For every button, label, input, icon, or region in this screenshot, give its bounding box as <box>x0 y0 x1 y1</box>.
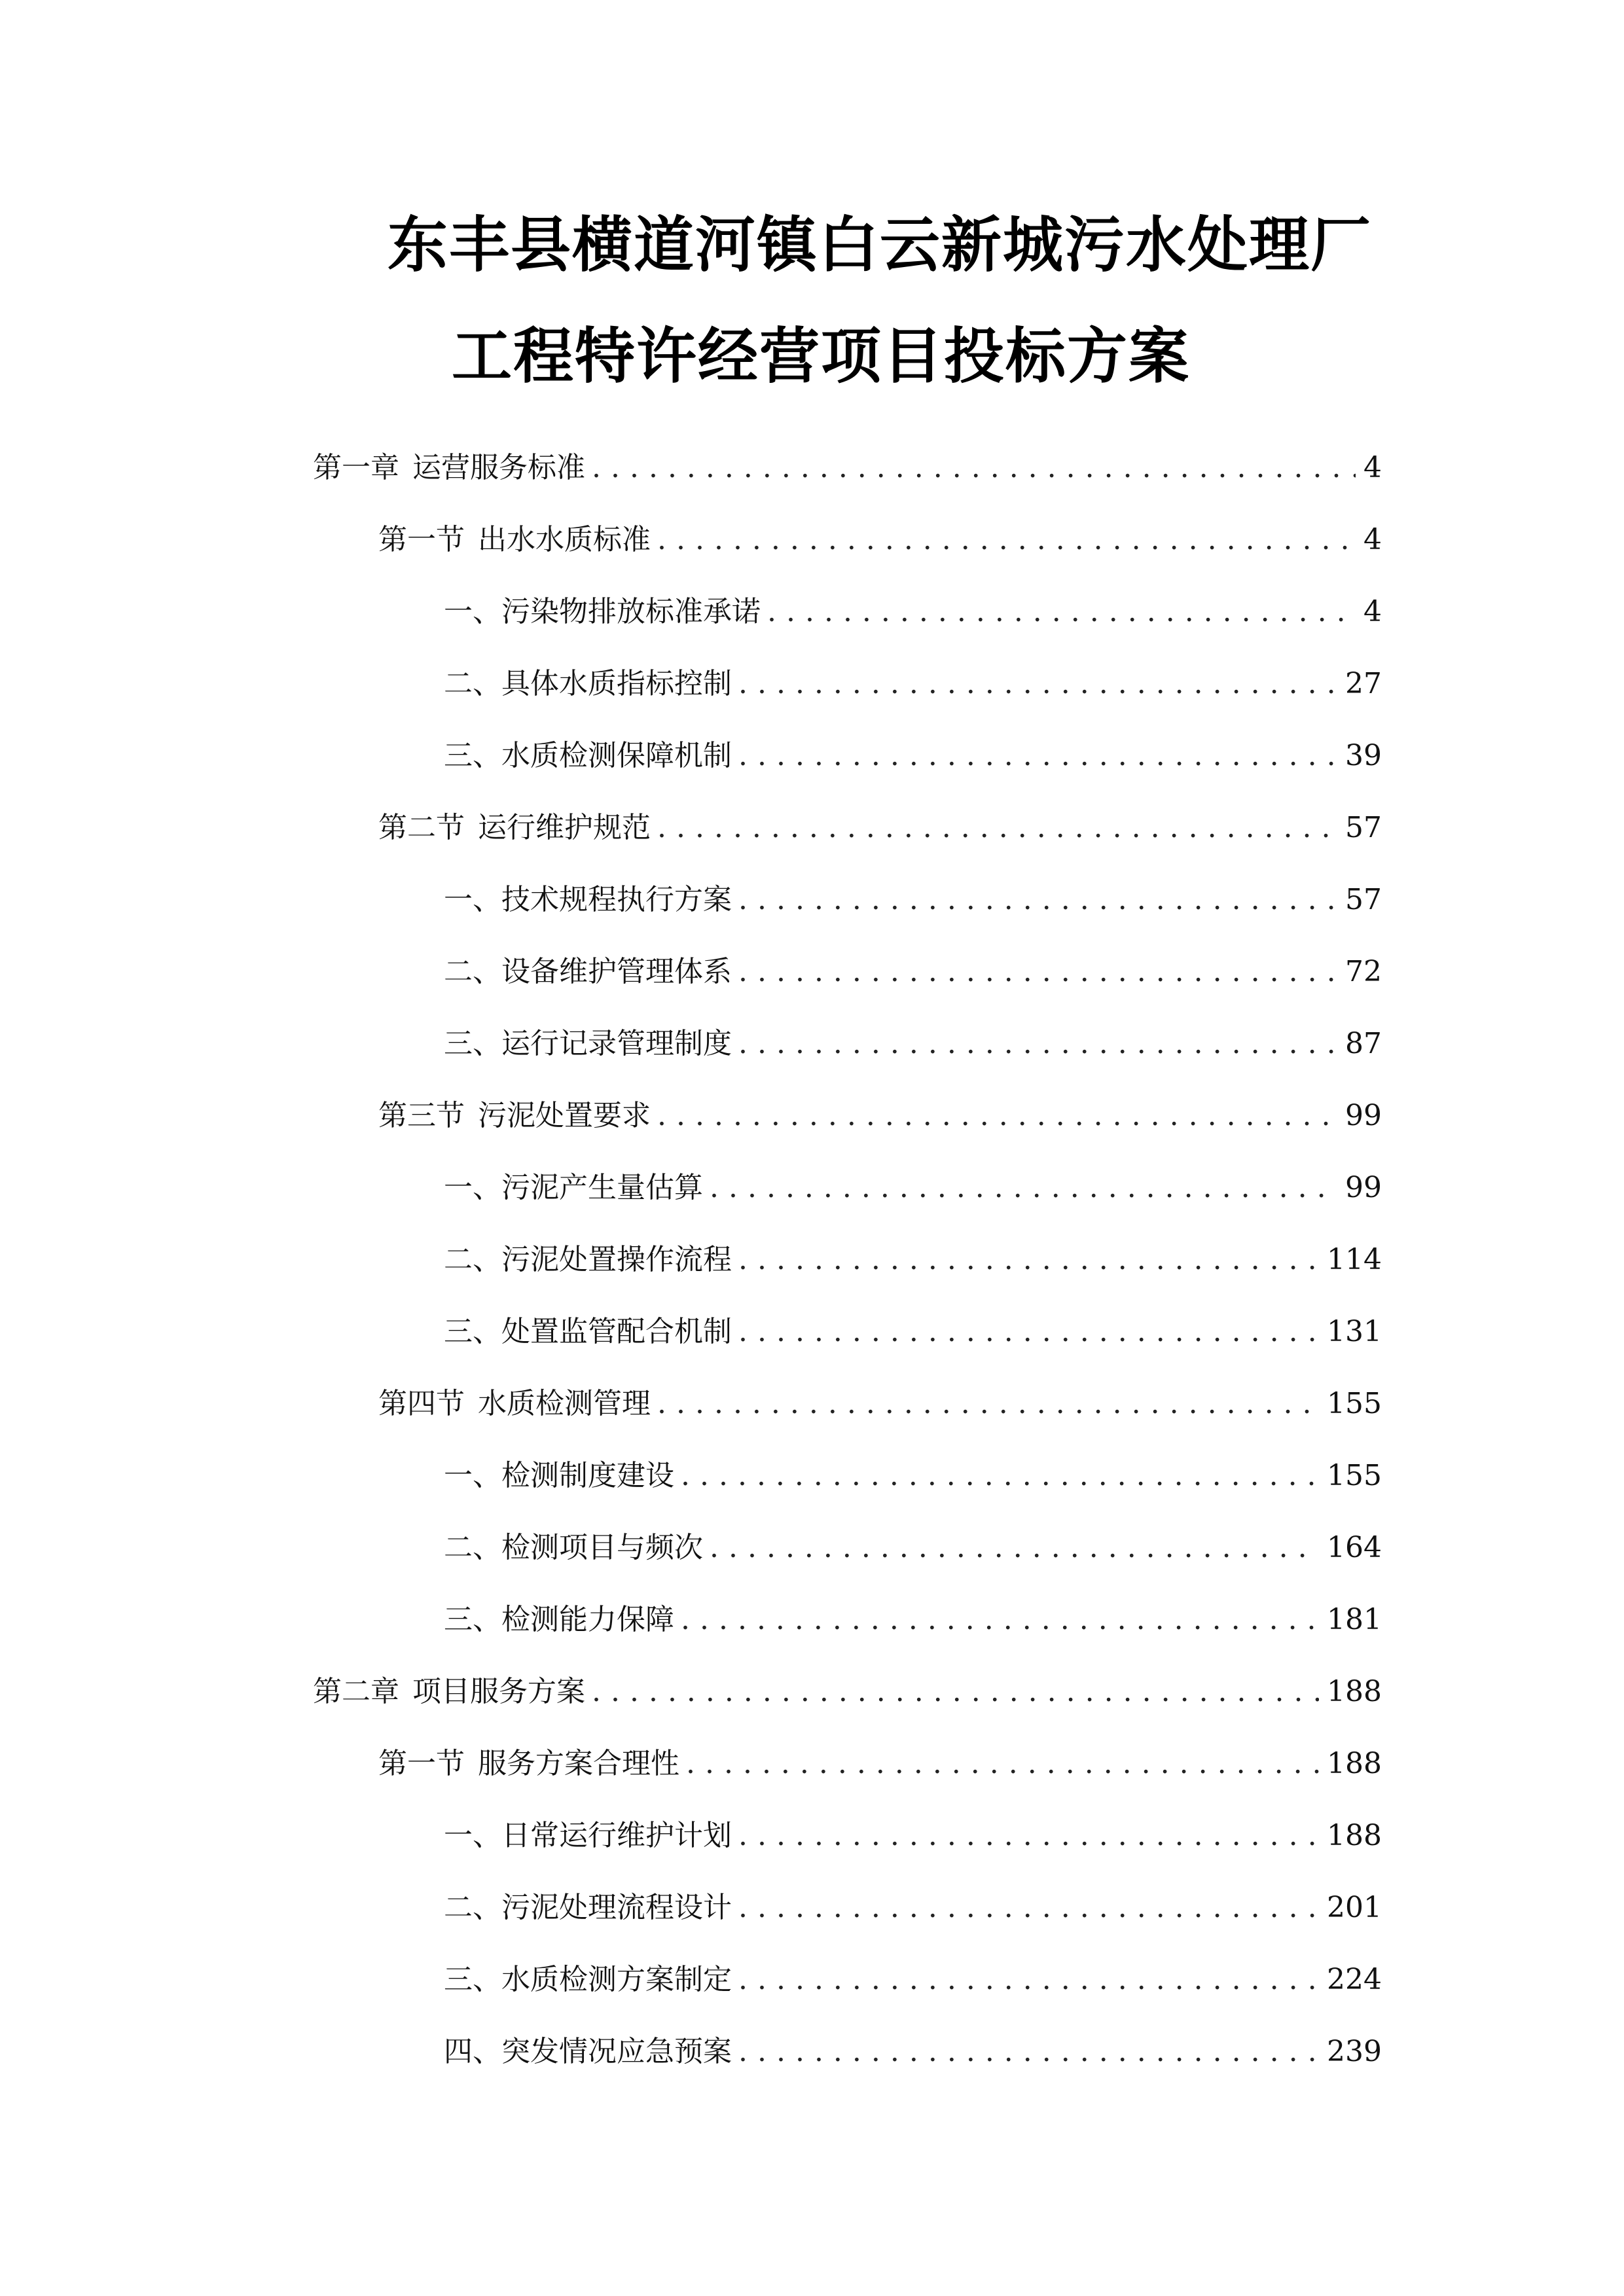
toc-leader-dots <box>738 664 1337 704</box>
toc-entry-page: 131 <box>1327 1315 1382 1348</box>
toc-entry-number: 二、 <box>444 1891 501 1924</box>
toc-entry-page: 57 <box>1345 883 1382 916</box>
toc-entry[interactable] <box>313 448 1382 488</box>
toc-entry-number: 三、 <box>444 1315 501 1348</box>
toc-entry-title: 日常运行维护计划 <box>501 1819 732 1852</box>
toc-entry[interactable] <box>378 808 1382 848</box>
toc-leader-dots <box>738 1816 1319 1856</box>
toc-leader-dots <box>681 1600 1319 1640</box>
toc-entry-number: 一、 <box>444 1459 501 1492</box>
toc-entry[interactable] <box>444 1816 1382 1856</box>
toc-entry-number: 二、 <box>444 667 501 700</box>
toc-entry-title: 水质检测方案制定 <box>501 1963 732 1996</box>
toc-entry-title: 出水水质标准 <box>478 523 651 556</box>
document-title-line-1: 东丰县横道河镇白云新城污水处理厂 <box>388 210 1373 280</box>
toc-entry-page: 155 <box>1327 1459 1382 1492</box>
toc-entry-title: 污泥处理流程设计 <box>501 1891 732 1924</box>
toc-entry-title: 污泥处置要求 <box>478 1099 651 1132</box>
toc-leader-dots <box>681 1456 1319 1496</box>
toc-entry[interactable] <box>444 880 1382 920</box>
toc-entry-number: 二、 <box>444 1243 501 1276</box>
toc-entry-page: 39 <box>1345 739 1382 772</box>
toc-leader-dots <box>657 1096 1337 1136</box>
toc-entry-number: 一、 <box>444 595 501 628</box>
toc-entry-title: 运营服务标准 <box>412 451 585 484</box>
toc-entry[interactable] <box>378 1744 1382 1784</box>
toc-entry[interactable] <box>444 1168 1382 1208</box>
toc-entry[interactable] <box>378 520 1382 560</box>
toc-entry[interactable] <box>444 1312 1382 1352</box>
toc-entry-title: 水质检测保障机制 <box>501 739 732 772</box>
toc-entry-number: 第一节 <box>378 1747 465 1780</box>
toc-entry-title: 检测项目与频次 <box>501 1531 703 1564</box>
toc-leader-dots <box>686 1744 1319 1784</box>
toc-entry-title: 服务方案合理性 <box>478 1747 679 1780</box>
toc-entry-title: 运行维护规范 <box>478 811 651 844</box>
document-title-line-2: 工程特许经营项目投标方案 <box>452 321 1191 391</box>
toc-entry[interactable] <box>444 1600 1382 1640</box>
toc-entry[interactable] <box>378 1096 1382 1136</box>
toc-entry-title: 处置监管配合机制 <box>501 1315 732 1348</box>
toc-entry[interactable] <box>444 1528 1382 1568</box>
toc-entry[interactable] <box>444 1024 1382 1064</box>
toc-leader-dots <box>738 880 1337 920</box>
toc-entry-title: 运行记录管理制度 <box>501 1027 732 1060</box>
toc-entry-title: 设备维护管理体系 <box>501 955 732 988</box>
toc-entry-page: 188 <box>1327 1747 1382 1780</box>
toc-entry-page: 72 <box>1345 955 1382 988</box>
toc-entry-page: 87 <box>1345 1027 1382 1060</box>
toc-leader-dots <box>738 1960 1319 2000</box>
toc-entry-page: 114 <box>1327 1243 1382 1276</box>
toc-entry-number: 三、 <box>444 1963 501 1996</box>
toc-entry-page: 188 <box>1327 1675 1382 1708</box>
toc-leader-dots <box>710 1168 1337 1208</box>
toc-entry-number: 二、 <box>444 1531 501 1564</box>
toc-leader-dots <box>592 1672 1319 1712</box>
toc-entry-number: 第二章 <box>313 1675 399 1708</box>
toc-entry-number: 第一章 <box>313 451 399 484</box>
toc-leader-dots <box>738 1240 1319 1280</box>
toc-entry-title: 项目服务方案 <box>412 1675 585 1708</box>
toc-entry-number: 第一节 <box>378 523 465 556</box>
toc-entry-page: 4 <box>1363 523 1382 556</box>
toc-entry-title: 技术规程执行方案 <box>501 883 732 916</box>
toc-entry-number: 三、 <box>444 739 501 772</box>
toc-entry[interactable] <box>444 952 1382 992</box>
toc-entry-page: 4 <box>1363 451 1382 484</box>
toc-leader-dots <box>738 1312 1319 1352</box>
toc-leader-dots <box>738 952 1337 992</box>
toc-entry[interactable] <box>444 1888 1382 1928</box>
toc-entry-title: 污泥处置操作流程 <box>501 1243 732 1276</box>
toc-entry[interactable] <box>378 1384 1382 1424</box>
toc-entry-page: 57 <box>1345 811 1382 844</box>
toc-entry-title: 污染物排放标准承诺 <box>501 595 761 628</box>
toc-entry[interactable] <box>444 736 1382 776</box>
toc-entry-title: 具体水质指标控制 <box>501 667 732 700</box>
toc-entry-title: 检测能力保障 <box>501 1603 674 1636</box>
toc-entry[interactable] <box>444 2032 1382 2072</box>
toc-entry[interactable] <box>444 664 1382 704</box>
toc-leader-dots <box>738 1024 1337 1064</box>
toc-entry-number: 三、 <box>444 1027 501 1060</box>
toc-entry-page: 201 <box>1327 1891 1382 1924</box>
toc-entry-page: 188 <box>1327 1819 1382 1852</box>
toc-entry[interactable] <box>313 1672 1382 1712</box>
toc-leader-dots <box>657 808 1337 848</box>
toc-entry-title: 突发情况应急预案 <box>501 2035 732 2068</box>
toc-entry-page: 239 <box>1327 2035 1382 2068</box>
toc-entry-page: 99 <box>1345 1171 1382 1204</box>
toc-entry[interactable] <box>444 1240 1382 1280</box>
toc-entry[interactable] <box>444 1960 1382 2000</box>
toc-entry-title: 污泥产生量估算 <box>501 1171 703 1204</box>
toc-entry-page: 224 <box>1327 1963 1382 1996</box>
toc-entry-number: 四、 <box>444 2035 501 2068</box>
toc-leader-dots <box>657 520 1356 560</box>
toc-entry-number: 三、 <box>444 1603 501 1636</box>
toc-leader-dots <box>767 592 1356 632</box>
toc-entry-number: 一、 <box>444 1819 501 1852</box>
toc-entry-number: 一、 <box>444 883 501 916</box>
toc-leader-dots <box>592 448 1356 488</box>
toc-entry-number: 第三节 <box>378 1099 465 1132</box>
toc-entry-title: 检测制度建设 <box>501 1459 674 1492</box>
toc-entry[interactable] <box>444 592 1382 632</box>
toc-leader-dots <box>738 2032 1319 2072</box>
toc-entry-title: 水质检测管理 <box>478 1387 651 1420</box>
toc-entry[interactable] <box>444 1456 1382 1496</box>
toc-entry-number: 二、 <box>444 955 501 988</box>
toc-entry-page: 164 <box>1327 1531 1382 1564</box>
toc-leader-dots <box>738 1888 1319 1928</box>
toc-entry-page: 155 <box>1327 1387 1382 1420</box>
toc-entry-page: 181 <box>1327 1603 1382 1636</box>
toc-entry-page: 4 <box>1363 595 1382 628</box>
toc-leader-dots <box>657 1384 1319 1424</box>
toc-leader-dots <box>710 1528 1319 1568</box>
toc-entry-page: 99 <box>1345 1099 1382 1132</box>
toc-entry-number: 一、 <box>444 1171 501 1204</box>
toc-leader-dots <box>738 736 1337 776</box>
toc-entry-number: 第二节 <box>378 811 465 844</box>
toc-entry-number: 第四节 <box>378 1387 465 1420</box>
toc-entry-page: 27 <box>1345 667 1382 700</box>
